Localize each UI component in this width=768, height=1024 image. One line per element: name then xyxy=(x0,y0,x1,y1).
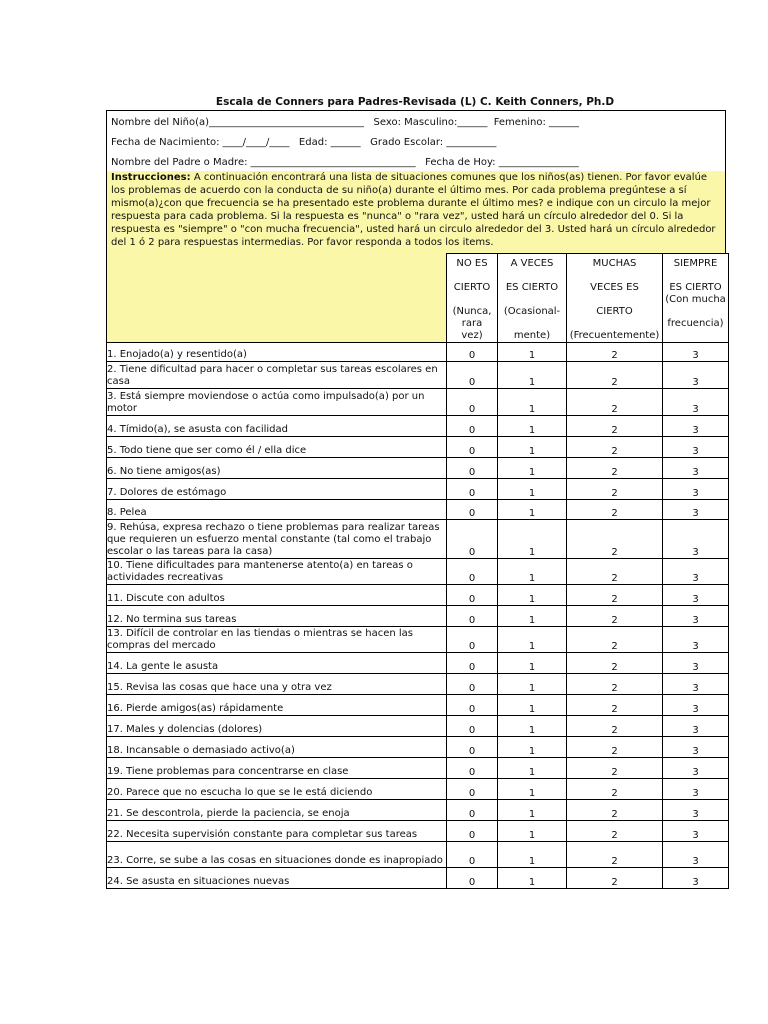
item-text: 16. Pierde amigos(as) rápidamente xyxy=(107,695,447,716)
score-option-0[interactable]: 0 xyxy=(447,458,498,479)
score-option-3[interactable]: 3 xyxy=(663,627,729,653)
col-header-line: CIERTO xyxy=(453,282,491,293)
score-option-1[interactable]: 1 xyxy=(498,343,567,362)
score-option-2[interactable]: 2 xyxy=(567,868,663,889)
item-text: 5. Todo tiene que ser como él / ella dice xyxy=(107,437,447,458)
score-option-0[interactable]: 0 xyxy=(447,674,498,695)
score-option-0[interactable]: 0 xyxy=(447,653,498,674)
item-text: 22. Necesita supervisión constante para completar sus tareas xyxy=(107,821,447,842)
item-text: 1. Enojado(a) y resentido(a) xyxy=(107,343,447,362)
table-row xyxy=(107,458,729,479)
col-header-line: VECES ES xyxy=(590,282,639,293)
score-option-2[interactable]: 2 xyxy=(567,343,663,362)
item-text: 17. Males y dolencias (dolores) xyxy=(107,716,447,737)
score-option-2[interactable]: 2 xyxy=(567,653,663,674)
table-row xyxy=(107,653,729,674)
instructions-box xyxy=(107,171,725,259)
table-row xyxy=(107,389,729,416)
column-header-row xyxy=(107,254,729,343)
score-option-3[interactable]: 3 xyxy=(663,520,729,559)
item-text: 15. Revisa las cosas que hace una y otra vez xyxy=(107,674,447,695)
score-option-2[interactable]: 2 xyxy=(567,362,663,389)
score-option-3[interactable]: 3 xyxy=(663,479,729,500)
score-option-3[interactable]: 3 xyxy=(663,585,729,606)
col-header-3 xyxy=(663,254,729,343)
col-header-line: A VECES xyxy=(510,258,554,269)
instructions-text: A continuación encontrará una lista de situaciones comunes que los niños(as) tienen. Por favor evalúe los problemas de acuerdo con la conducta de su niño(a) durante el último mes. Por cada problema pregúntese a sí mismo(a)¿con que frecuencia se ha presentado este problema durante el último mes? e indique con un circulo la mejor respuesta para cada problema. Si la respuesta es "nunca" o "rara vez", usted hará un círculo alrededor del 0. Si la respuesta es "siempre" o "con mucha frecuencia", usted hará un circulo alrededor del 3. Usted hará un círculo alrededor del 1 ó 2 para respuestas intermedias. Por favor responda a todos los items. xyxy=(111,172,716,248)
score-option-1[interactable]: 1 xyxy=(498,479,567,500)
score-option-0[interactable]: 0 xyxy=(447,437,498,458)
score-option-1[interactable]: 1 xyxy=(498,500,567,520)
score-option-2[interactable]: 2 xyxy=(567,716,663,737)
table-row xyxy=(107,737,729,758)
score-option-2[interactable]: 2 xyxy=(567,779,663,800)
table-row xyxy=(107,520,729,559)
table-row xyxy=(107,362,729,389)
score-option-2[interactable]: 2 xyxy=(567,842,663,868)
col-header-line: (Frecuentemente) xyxy=(569,330,660,341)
score-option-0[interactable]: 0 xyxy=(447,627,498,653)
table-row xyxy=(107,758,729,779)
table-row xyxy=(107,716,729,737)
score-option-1[interactable]: 1 xyxy=(498,606,567,627)
score-option-3[interactable]: 3 xyxy=(663,758,729,779)
score-option-3[interactable]: 3 xyxy=(663,674,729,695)
col-header-line: vez) xyxy=(461,330,483,341)
child-name-line: Nombre del Niño(a)_______________________________ Sexo: Masculino:______ Femenino: ______ xyxy=(111,117,580,128)
score-option-1[interactable]: 1 xyxy=(498,520,567,559)
score-option-0[interactable]: 0 xyxy=(447,779,498,800)
score-option-2[interactable]: 2 xyxy=(567,737,663,758)
score-option-3[interactable]: 3 xyxy=(663,695,729,716)
score-option-0[interactable]: 0 xyxy=(447,585,498,606)
score-option-2[interactable]: 2 xyxy=(567,606,663,627)
col-header-line: MUCHAS xyxy=(592,258,637,269)
score-option-0[interactable]: 0 xyxy=(447,842,498,868)
col-header-line: NO ES xyxy=(456,258,488,269)
item-text: 13. Difícil de controlar en las tiendas o mientras se hacen las compras del mercado xyxy=(107,627,447,653)
score-option-3[interactable]: 3 xyxy=(663,868,729,889)
item-text: 8. Pelea xyxy=(107,500,447,520)
instructions-label: Instrucciones: xyxy=(111,172,191,183)
score-option-3[interactable]: 3 xyxy=(663,653,729,674)
score-option-2[interactable]: 2 xyxy=(567,627,663,653)
item-text: 19. Tiene problemas para concentrarse en clase xyxy=(107,758,447,779)
score-option-0[interactable]: 0 xyxy=(447,559,498,585)
page-title: Escala de Conners para Padres-Revisada (L) C. Keith Conners, Ph.D xyxy=(215,96,615,108)
score-option-1[interactable]: 1 xyxy=(498,559,567,585)
header-form xyxy=(106,110,726,259)
score-option-3[interactable]: 3 xyxy=(663,500,729,520)
score-option-2[interactable]: 2 xyxy=(567,437,663,458)
table-row xyxy=(107,416,729,437)
score-option-3[interactable]: 3 xyxy=(663,716,729,737)
score-option-3[interactable]: 3 xyxy=(663,362,729,389)
item-text: 2. Tiene dificultad para hacer o completar sus tareas escolares en casa xyxy=(107,362,447,389)
table-row xyxy=(107,674,729,695)
table-row xyxy=(107,842,729,868)
score-option-0[interactable]: 0 xyxy=(447,343,498,362)
score-option-0[interactable]: 0 xyxy=(447,416,498,437)
rating-table xyxy=(106,253,729,889)
score-option-2[interactable]: 2 xyxy=(567,821,663,842)
item-text: 6. No tiene amigos(as) xyxy=(107,458,447,479)
col-header-line: SIEMPRE xyxy=(673,258,718,269)
score-option-1[interactable]: 1 xyxy=(498,758,567,779)
col-header-line: (Nunca, rara xyxy=(452,306,492,329)
score-option-1[interactable]: 1 xyxy=(498,653,567,674)
score-option-0[interactable]: 0 xyxy=(447,520,498,559)
score-option-3[interactable]: 3 xyxy=(663,800,729,821)
score-option-2[interactable]: 2 xyxy=(567,458,663,479)
score-option-0[interactable]: 0 xyxy=(447,362,498,389)
table-row xyxy=(107,559,729,585)
score-option-1[interactable]: 1 xyxy=(498,779,567,800)
table-row xyxy=(107,500,729,520)
score-option-1[interactable]: 1 xyxy=(498,800,567,821)
score-option-1[interactable]: 1 xyxy=(498,362,567,389)
score-option-1[interactable]: 1 xyxy=(498,437,567,458)
score-option-1[interactable]: 1 xyxy=(498,416,567,437)
score-option-1[interactable]: 1 xyxy=(498,737,567,758)
score-option-3[interactable]: 3 xyxy=(663,737,729,758)
score-option-1[interactable]: 1 xyxy=(498,842,567,868)
score-option-0[interactable]: 0 xyxy=(447,606,498,627)
score-option-0[interactable]: 0 xyxy=(447,716,498,737)
item-text: 7. Dolores de estómago xyxy=(107,479,447,500)
col-header-2 xyxy=(567,254,663,343)
score-option-2[interactable]: 2 xyxy=(567,416,663,437)
col-header-0 xyxy=(447,254,498,343)
col-header-line: (Ocasional- xyxy=(503,306,561,317)
score-option-1[interactable]: 1 xyxy=(498,458,567,479)
item-text: 3. Está siempre moviendose o actúa como impulsado(a) por un motor xyxy=(107,389,447,416)
table-row xyxy=(107,585,729,606)
score-option-3[interactable]: 3 xyxy=(663,559,729,585)
table-row xyxy=(107,800,729,821)
col-header-line: mente) xyxy=(513,330,551,341)
score-option-2[interactable]: 2 xyxy=(567,559,663,585)
col-header-line: frecuencia) xyxy=(667,318,724,329)
score-option-2[interactable]: 2 xyxy=(567,674,663,695)
score-option-3[interactable]: 3 xyxy=(663,437,729,458)
score-option-1[interactable]: 1 xyxy=(498,716,567,737)
score-option-2[interactable]: 2 xyxy=(567,758,663,779)
score-option-0[interactable]: 0 xyxy=(447,389,498,416)
score-option-1[interactable]: 1 xyxy=(498,585,567,606)
table-row xyxy=(107,606,729,627)
score-option-0[interactable]: 0 xyxy=(447,758,498,779)
score-option-3[interactable]: 3 xyxy=(663,779,729,800)
table-row xyxy=(107,627,729,653)
score-option-3[interactable]: 3 xyxy=(663,821,729,842)
score-option-2[interactable]: 2 xyxy=(567,585,663,606)
score-option-2[interactable]: 2 xyxy=(567,520,663,559)
score-option-0[interactable]: 0 xyxy=(447,479,498,500)
score-option-0[interactable]: 0 xyxy=(447,800,498,821)
score-option-2[interactable]: 2 xyxy=(567,500,663,520)
score-option-3[interactable]: 3 xyxy=(663,389,729,416)
score-option-0[interactable]: 0 xyxy=(447,821,498,842)
table-row xyxy=(107,779,729,800)
item-text: 21. Se descontrola, pierde la paciencia, se enoja xyxy=(107,800,447,821)
item-text: 4. Tímido(a), se asusta con facilidad xyxy=(107,416,447,437)
score-option-0[interactable]: 0 xyxy=(447,500,498,520)
item-text: 11. Discute con adultos xyxy=(107,585,447,606)
item-text: 20. Parece que no escucha lo que se le está diciendo xyxy=(107,779,447,800)
score-option-0[interactable]: 0 xyxy=(447,868,498,889)
score-option-2[interactable]: 2 xyxy=(567,389,663,416)
score-option-1[interactable]: 1 xyxy=(498,821,567,842)
item-text: 23. Corre, se sube a las cosas en situaciones donde es inapropiado xyxy=(107,842,447,868)
score-option-3[interactable]: 3 xyxy=(663,606,729,627)
item-text: 18. Incansable o demasiado activo(a) xyxy=(107,737,447,758)
score-option-3[interactable]: 3 xyxy=(663,842,729,868)
col-header-line: ES CIERTO xyxy=(669,282,722,293)
col-header-line: CIERTO xyxy=(596,306,633,317)
item-text: 10. Tiene dificultades para mantenerse atento(a) en tareas o actividades recreativas xyxy=(107,559,447,585)
col-header-line: ES CIERTO xyxy=(505,282,559,293)
score-option-1[interactable]: 1 xyxy=(498,695,567,716)
col-header-line: (Con mucha xyxy=(665,294,726,305)
score-option-1[interactable]: 1 xyxy=(498,674,567,695)
table-row xyxy=(107,821,729,842)
score-option-3[interactable]: 3 xyxy=(663,416,729,437)
score-option-3[interactable]: 3 xyxy=(663,458,729,479)
item-text: 12. No termina sus tareas xyxy=(107,606,447,627)
item-text: 9. Rehúsa, expresa rechazo o tiene problemas para realizar tareas que requieren un esfuerzo mental constante (tal como el trabajo escolar o las tareas para la casa) xyxy=(107,520,447,559)
header-blank xyxy=(107,254,447,343)
score-option-3[interactable]: 3 xyxy=(663,343,729,362)
table-row xyxy=(107,695,729,716)
item-text: 14. La gente le asusta xyxy=(107,653,447,674)
score-option-1[interactable]: 1 xyxy=(498,868,567,889)
score-option-1[interactable]: 1 xyxy=(498,627,567,653)
score-option-2[interactable]: 2 xyxy=(567,695,663,716)
item-text: 24. Se asusta en situaciones nuevas xyxy=(107,868,447,889)
table-row xyxy=(107,479,729,500)
score-option-0[interactable]: 0 xyxy=(447,737,498,758)
score-option-0[interactable]: 0 xyxy=(447,695,498,716)
table-row xyxy=(107,437,729,458)
birthdate-line: Fecha de Nacimiento: ____/____/____ Edad: ______ Grado Escolar: __________ xyxy=(111,137,497,148)
score-option-2[interactable]: 2 xyxy=(567,800,663,821)
score-option-1[interactable]: 1 xyxy=(498,389,567,416)
parent-name-line: Nombre del Padre o Madre: _________________________________ Fecha de Hoy: ________________ xyxy=(111,157,579,168)
score-option-2[interactable]: 2 xyxy=(567,479,663,500)
table-row xyxy=(107,343,729,362)
table-row xyxy=(107,868,729,889)
col-header-1 xyxy=(498,254,567,343)
